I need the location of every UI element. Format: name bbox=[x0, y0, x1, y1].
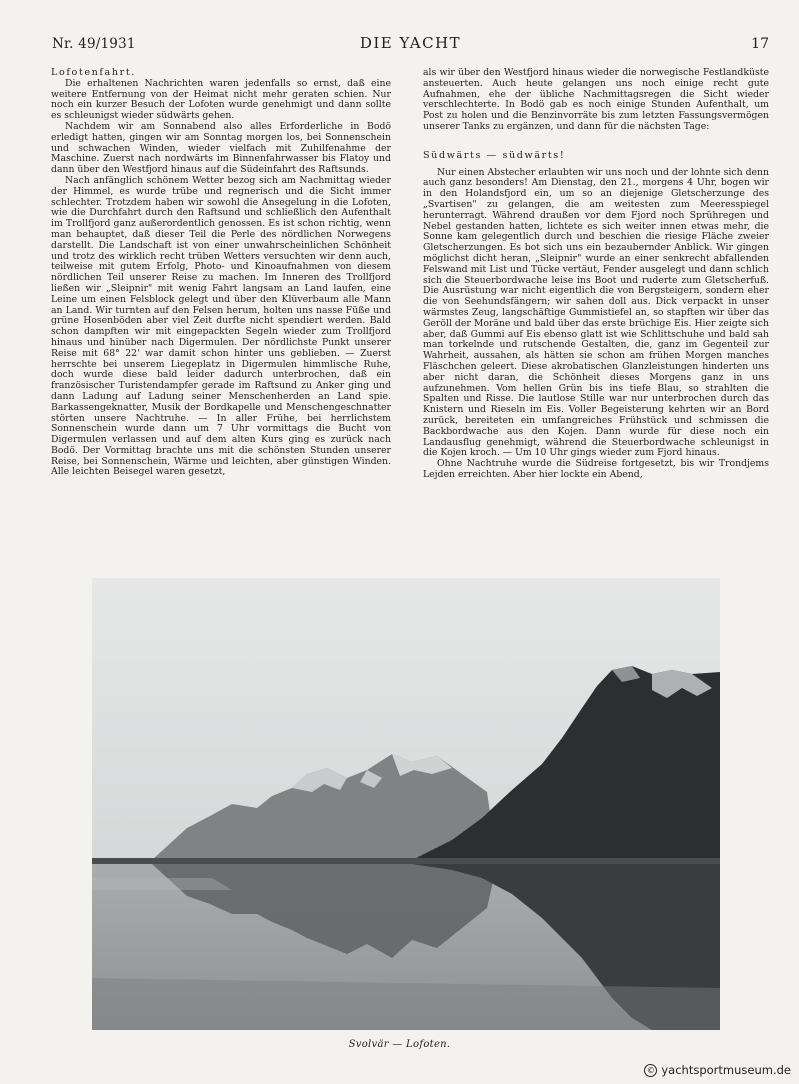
photo-caption: Svolvär — Lofoten. bbox=[348, 1039, 451, 1050]
page-header bbox=[52, 34, 769, 56]
watermark-text: yachtsportmuseum.de bbox=[661, 1063, 791, 1077]
right-column bbox=[423, 68, 769, 481]
paragraph: Nur einen Abstecher erlaubten wir uns noch und der lohnte sich denn auch ganz besonders! Am Dienstag, den 21., morgens 4 Uhr, bogen wir in den Holandsfjord ein, um so an diejenige Gletscherzunge des „Svartisen" zu gelangen, die am weitesten zum Meeresspiegel herunterragt. Während draußen vor dem Fjord noch Sprühregen und Nebel gestanden hatten, lichtete es sich weiter innen etwas mehr, die Sonne kam gelegentlich durch und beschien die riesige Fläche zweier Gletscherzungen. Es bot sich uns ein bezaubernder Anblick. Wir gingen möglichst dicht heran, „Sleipnir" wurde an einer senkrecht abfallenden Felswand mit List und Tücke vertäut, Fender ausgelegt und dann schlich sich die Steuerbordwache leise ins Boot und ruderte zum Gletscherfuß. Die Ausrüstung war nicht eigentlich die von Bergsteigern, sondern eher die von Seehundsfängern; wir sahen doll aus. Dick verpackt in unser wärmstes Zeug, langschäftige Gummistiefel an, so stapften wir über das Geröll der Moräne und bald über das erste brüchige Eis. Hier zeigte sich aber, daß Gummi auf Eis ebenso glatt ist wie Schlittschuhe und bald sah man torkelnde und rutschende Gestalten, die, ganz im Gegenteil zur Wahrheit, aussahen, als hätten sie schon am frühen Morgen manches Fläschchen geleert. Diese akrobatischen Glanzleistungen hinderten uns aber nicht daran, die Schönheit dieses Morgens ganz in uns aufzunehmen. Vom hellen Grün bis ins tiefe Blau, so strahlten die Spalten und Risse. Die lautlose Stille war nur unterbrochen durch das Knistern und Rieseln im Eis. Voller Begeisterung kehrten wir an Bord zurück, bereiteten ein umfangreiches Frühstück und schmissen die Backbordwache aus den Kojen. Dann wurde für diese noch ein Landausflug genehmigt, während die Steuerbordwache schleunigst in die Kojen kroch. — Um 10 Uhr gings wieder zum Fjord hinaus. bbox=[423, 166, 769, 459]
fjord-mountain-illustration bbox=[92, 578, 720, 1030]
paragraph: Die erhaltenen Nachrichten waren jedenfalls so ernst, daß eine weitere Entfernung von der Heimat nicht mehr geraten schien. Nur noch ein kurzer Besuch der Lofoten wurde genehmigt und dann sollte es schleunigst wieder südwärts gehen. bbox=[51, 77, 391, 122]
paragraph: Ohne Nachtruhe wurde die Südreise fortgesetzt, bis wir Trondjems Lejden erreichten. Aber hier lockte ein Abend, bbox=[423, 458, 769, 480]
issue-number: Nr. 49/1931 bbox=[52, 36, 136, 52]
paragraph: Nach anfänglich schönem Wetter bezog sich am Nachmittag wieder der Himmel, es wurde trübe und regnerisch und die Sicht immer schlechter. Trotzdem haben wir sowohl die Ansegelung in die Lofoten, wie die Durchfahrt durch den Raftsund und schließlich den Aufenthalt im Trollfjord ganz außerordentlich genossen. Es ist schon richtig, wenn man behauptet, daß dieser Teil die Perle des nördlichen Norwegens darstellt. Die Landschaft ist von einer unwahrscheinlichen Schönheit und trotz des wirklich recht trüben Wetters versuchten wir denn auch, teilweise mit gutem Erfolg, Photo- und Kinoaufnahmen von diesem nördlichen Teil unserer Reise zu machen. Im Inneren des Trollfjord ließen wir „Sleipnir" mit wenig Fahrt langsam an Land laufen, eine Leine um einen Felsblock gelegt und über den Klüverbaum alle Mann an Land. Wir turnten auf den Felsen herum, holten uns nasse Füße und grüne Hosenböden aber viel Zeit durfte nicht spendiert werden. Bald schon dampften wir mit eingepackten Segeln wieder zum Trollfjord hinaus und hinüber nach Digermulen. Der nördlichste Punkt unserer Reise mit 68° 22' war damit schon hinter uns geblieben. — Zuerst herrschte bei unserem Liegeplatz in Digermulen himmlische Ruhe, doch wurde diese bald leider dadurch unterbrochen, daß ein französischer Turistendampfer gerade im Raftsund zu Anker ging und dann Ladung auf Ladung seiner Menschenherden an Land spie. Barkassengeknatter, Musik der Bordkapelle und Menschengeschnatter störten unsere Nachtruhe. — In aller Frühe, bei herrlichstem Sonnenschein wurde dann um 7 Uhr vormittags die Bucht von Digermulen verlassen und auf dem alten Kurs ging es zurück nach Bodö. Der Vormittag brachte uns mit die schönsten Stunden unserer Reise, bei Sonnenschein, Wärme und leichten, aber günstigen Winden. Alle leichten Beisegel waren gesetzt, bbox=[51, 174, 391, 478]
paragraph-continuation: als wir über den Westfjord hinaus wieder die norwegische Festlandküste ansteuerten. Auch heute gelangen uns noch einige recht gute Aufnahmen, ehe der übliche Nachmittagsregen die Sicht wieder verschlechterte. In Bodö gab es noch einige Stunden Aufenthalt, um Post zu holen und die Benzinvorräte bis zum letzten Fassungsvermögen unserer Tanks zu ergänzen, und dann für die nächsten Tage: bbox=[423, 67, 769, 132]
paragraph: Nachdem wir am Sonnabend also alles Erforderliche in Bodö erledigt hatten, gingen wir am Sonntag morgen los, bei Sonnenschein und schwachen Winden, wieder vielfach mit Zuhilfenahme der Maschine. Zuerst nach nordwärts im Binnenfahrwasser bis Flatoy und dann über den Westfjord hinaus auf die Südeinfahrt des Raftsunds. bbox=[51, 120, 391, 176]
landscape-photo bbox=[92, 578, 720, 1030]
page-number: 17 bbox=[751, 36, 769, 52]
watermark bbox=[644, 1063, 791, 1077]
section-heading-suedwaerts: Südwärts — südwärts! bbox=[423, 149, 566, 161]
left-column bbox=[51, 68, 391, 478]
magazine-title: DIE YACHT bbox=[359, 34, 462, 52]
copyright-icon: © bbox=[644, 1064, 657, 1077]
section-heading-lofotenfahrt: Lofotenfahrt. bbox=[51, 67, 136, 78]
